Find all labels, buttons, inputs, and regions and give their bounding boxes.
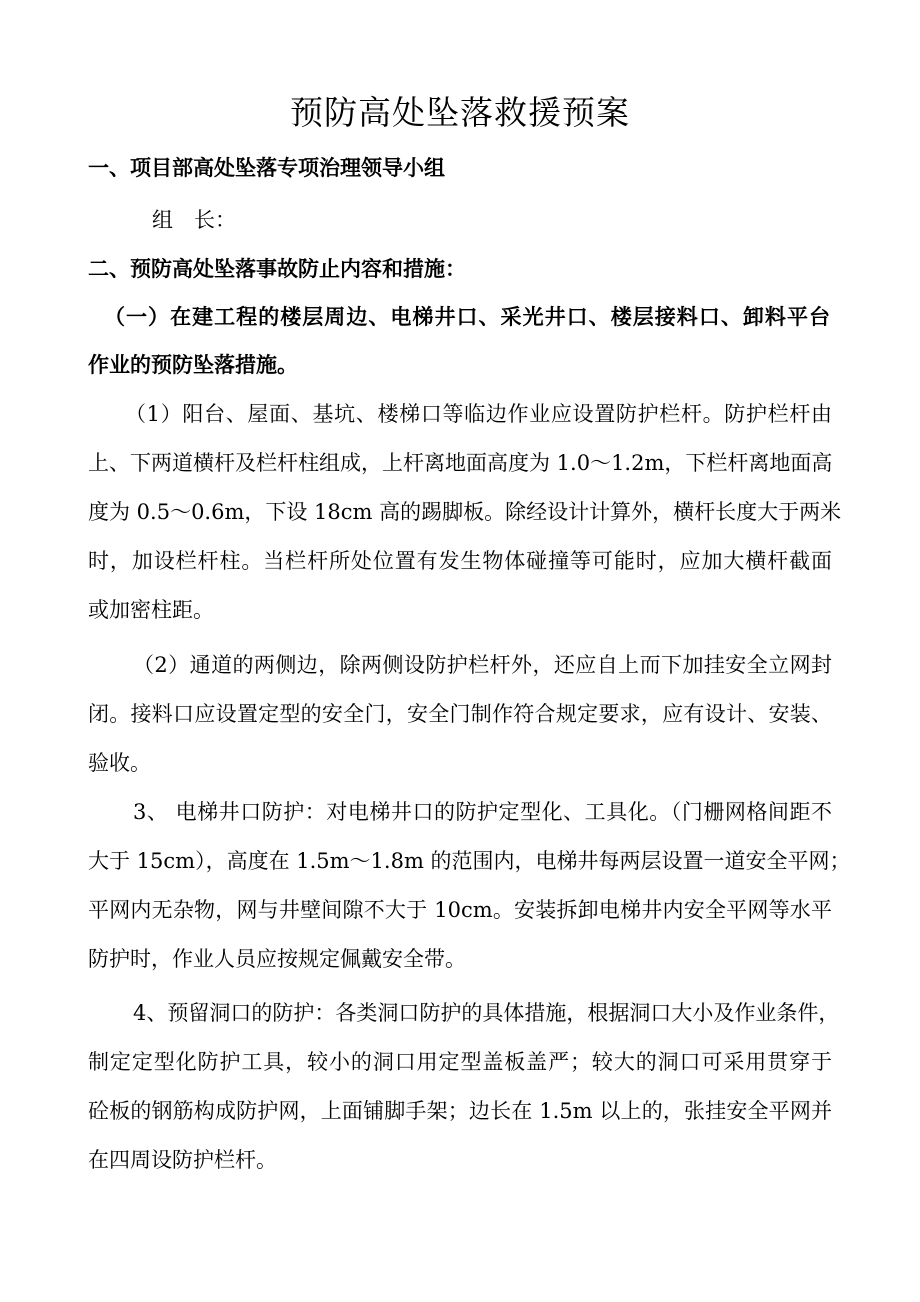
- paragraph-1-line-5: 或加密柱距。: [88, 598, 214, 622]
- paragraph-3-line-4: 防护时，作业人员应按规定佩戴安全带。: [88, 947, 466, 971]
- paragraph-4-line-1: 4、预留洞口的防护：各类洞口防护的具体措施，根据洞口大小及作业条件，: [133, 1001, 840, 1025]
- paragraph-4-line-4: 在四周设防护栏杆。: [88, 1148, 277, 1172]
- paragraph-4-line-2: 制定定型化防护工具，较小的洞口用定型盖板盖严；较大的洞口可采用贯穿于: [88, 1050, 832, 1074]
- paragraph-3-line-2: 大于 15cm），高度在 1.5m～1.8m 的范围内，电梯井每两层设置一道安全平网；: [88, 849, 851, 873]
- paragraph-1-line-4: 时，加设栏杆柱。当栏杆所处位置有发生物体碰撞等可能时，应加大横杆截面: [88, 549, 832, 573]
- document-title: 预防高处坠落救援预案: [290, 93, 630, 132]
- paragraph-3-line-3: 平网内无杂物，网与井壁间隙不大于 10cm。安装拆卸电梯井内安全平网等水平: [88, 898, 832, 922]
- section1-heading: 一、项目部高处坠落专项治理领导小组: [88, 156, 445, 180]
- subsection1-heading-line1: （一）在建工程的楼层周边、电梯井口、采光井口、楼层接料口、卸料平台: [104, 305, 830, 329]
- paragraph-2-line-1: （2）通道的两侧边，除两侧设防护栏杆外，还应自上而下加挂安全立网封: [133, 653, 832, 677]
- paragraph-2-line-3: 验收。: [88, 751, 151, 775]
- leader-label: 组 长：: [152, 208, 236, 232]
- paragraph-1-line-1: （1）阳台、屋面、基坑、楼梯口等临边作业应设置防护栏杆。防护栏杆由: [125, 402, 832, 426]
- subsection1-heading-line2: 作业的预防坠落措施。: [88, 353, 298, 377]
- paragraph-1-line-2: 上、下两道横杆及栏杆柱组成，上杆离地面高度为 1.0～1.2m，下栏杆离地面高: [88, 451, 833, 475]
- section2-heading: 二、预防高处坠落事故防止内容和措施：: [88, 257, 466, 281]
- paragraph-2-line-2: 闭。接料口应设置定型的安全门，安全门制作符合规定要求，应有设计、安装、: [88, 702, 832, 726]
- paragraph-4-line-3: 砼板的钢筋构成防护网，上面铺脚手架；边长在 1.5m 以上的，张挂安全平网并: [88, 1099, 832, 1123]
- paragraph-3-line-1: 3、 电梯井口防护：对电梯井口的防护定型化、工具化。（门栅网格间距不: [133, 800, 832, 824]
- paragraph-1-line-3: 度为 0.5～0.6m，下设 18cm 高的踢脚板。除经设计计算外，横杆长度大于两米: [88, 500, 842, 524]
